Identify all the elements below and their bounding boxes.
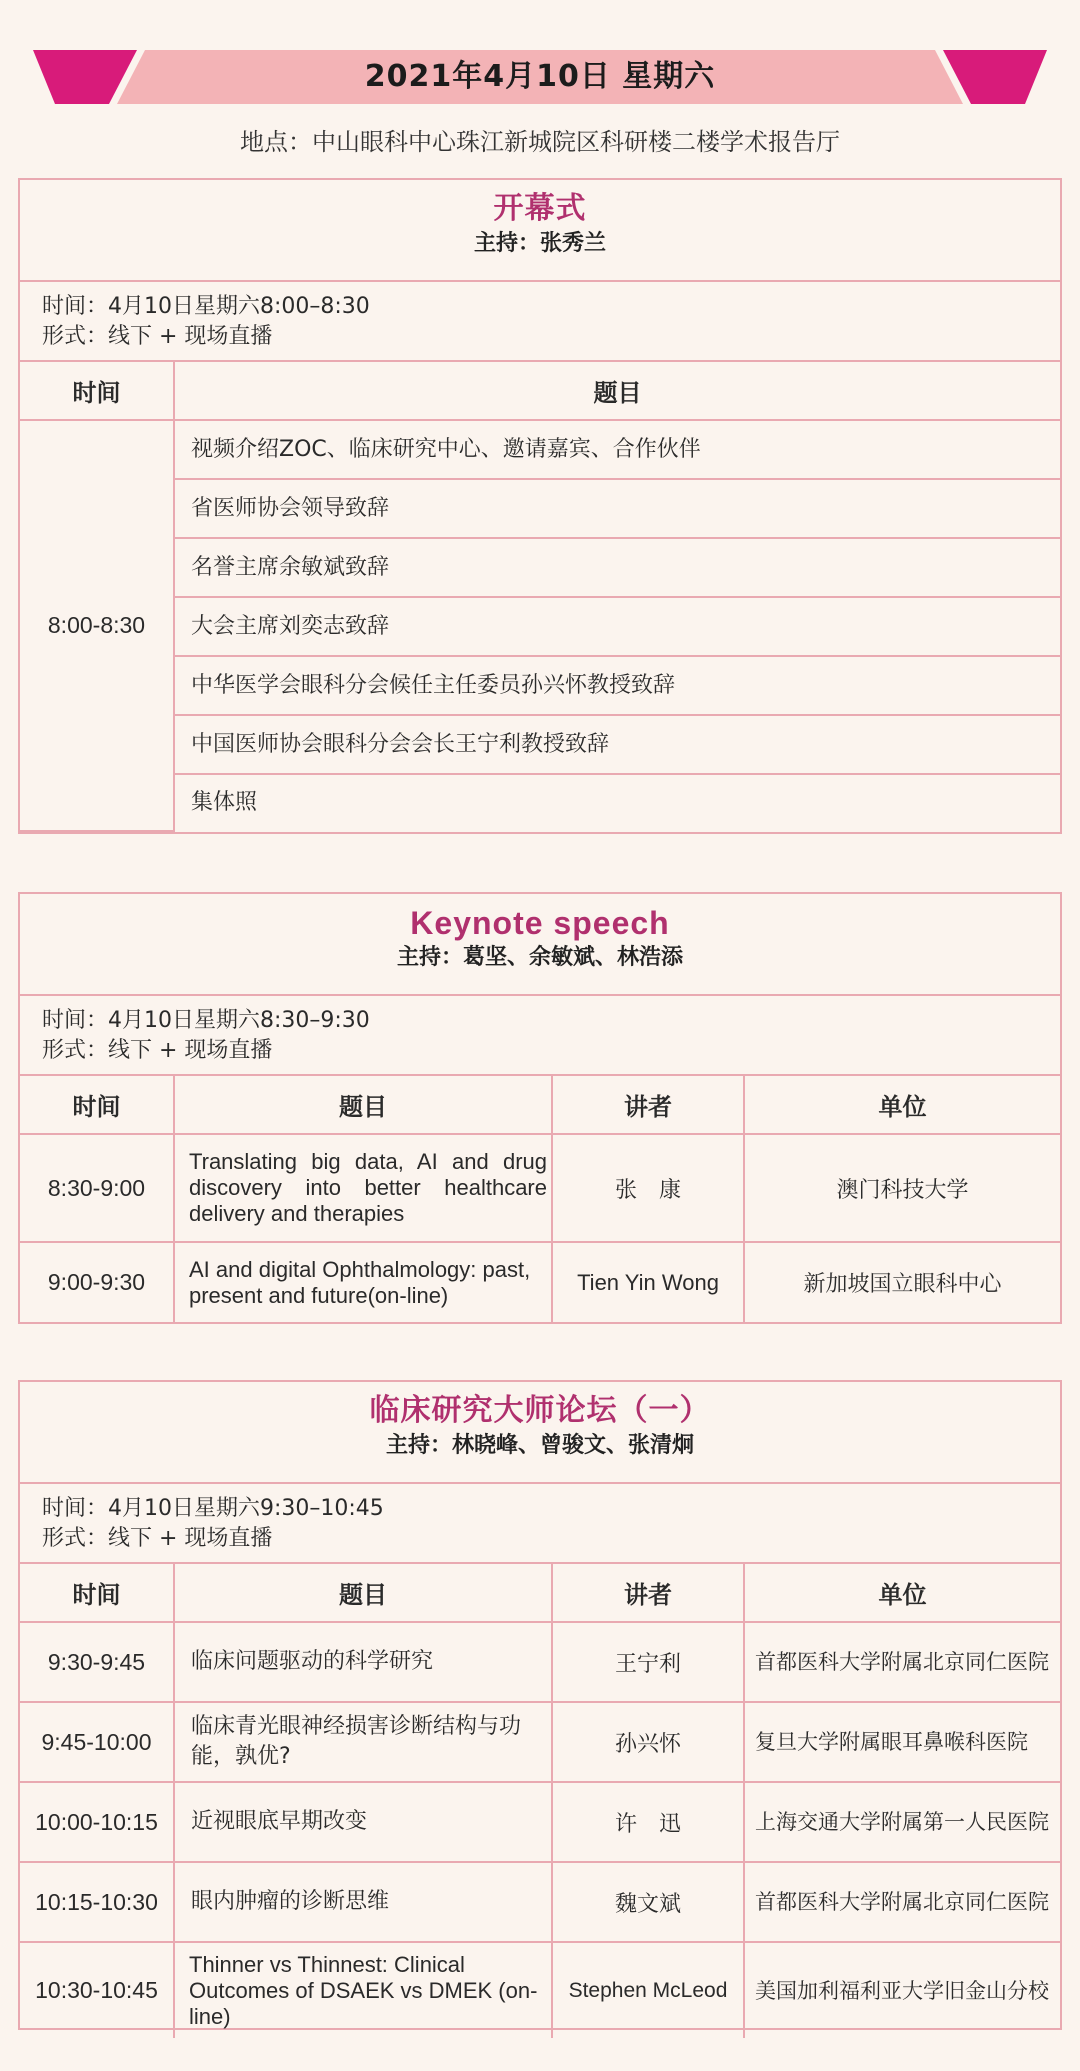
date-banner	[33, 50, 1047, 108]
keynote-info	[20, 996, 1060, 1076]
table-header-row	[20, 1564, 1060, 1622]
row-time: 9:45-10:00	[20, 1702, 174, 1782]
keynote-host: 主持：葛坚、余敏斌、林浩添	[396, 945, 683, 970]
keynote-table	[20, 1076, 1060, 1322]
table-header-row	[20, 1076, 1060, 1134]
table-row	[20, 774, 1060, 831]
date-title: 2021年4月10日 星期六	[364, 59, 716, 94]
row-time: 9:00-9:30	[20, 1242, 174, 1322]
row-topic: AI and digital Ophthalmology: past, present and future(on-line)	[174, 1242, 552, 1322]
table-row	[20, 715, 1060, 774]
table-row	[20, 1622, 1060, 1702]
forum-header	[20, 1382, 1060, 1484]
row-time: 10:15-10:30	[20, 1862, 174, 1942]
keynote-time-line: 时间：4月10日星期六8:30–9:30	[42, 1008, 370, 1033]
forum-info	[20, 1484, 1060, 1564]
row-topic: 临床青光眼神经损害诊断结构与功能，孰优?	[174, 1702, 552, 1782]
col-header-speaker: 讲者	[552, 1564, 744, 1622]
row-topic: Translating big data, AI and drug discovery into better healthcare delivery and therapies	[174, 1134, 552, 1242]
venue-location: 地点：中山眼科中心珠江新城院区科研楼二楼学术报告厅	[240, 128, 840, 156]
opening-title: 开幕式	[493, 191, 587, 226]
table-header-row	[20, 362, 1060, 420]
table-row	[20, 1242, 1060, 1322]
opening-item: 大会主席刘奕志致辞	[174, 597, 1060, 656]
opening-section	[18, 178, 1062, 834]
opening-item: 中国医师协会眼科分会会长王宁利教授致辞	[174, 715, 1060, 774]
table-row	[20, 1782, 1060, 1862]
col-header-topic: 题目	[174, 1076, 552, 1134]
opening-item: 名誉主席余敏斌致辞	[174, 538, 1060, 597]
row-time: 9:30-9:45	[20, 1622, 174, 1702]
row-time: 10:00-10:15	[20, 1782, 174, 1862]
keynote-section	[18, 892, 1062, 1324]
keynote-header	[20, 894, 1060, 996]
opening-item: 省医师协会领导致辞	[174, 479, 1060, 538]
row-time: 10:30-10:45	[20, 1942, 174, 2038]
row-speaker: Stephen McLeod	[552, 1942, 744, 2038]
opening-item: 视频介绍ZOC、临床研究中心、邀请嘉宾、合作伙伴	[174, 420, 1060, 479]
table-row	[20, 1862, 1060, 1942]
row-unit: 美国加利福利亚大学旧金山分校	[744, 1942, 1060, 2038]
forum-host: 主持：林晓峰、曾骏文、张清炯	[385, 1433, 694, 1458]
row-time: 8:30-9:00	[20, 1134, 174, 1242]
table-row	[20, 656, 1060, 715]
keynote-format-line: 形式：线下 + 现场直播	[42, 1038, 273, 1063]
row-topic: Thinner vs Thinnest: Clinical Outcomes of DSAEK vs DMEK (on-line)	[174, 1942, 552, 2038]
table-row	[20, 538, 1060, 597]
forum-table	[20, 1564, 1060, 2038]
col-header-unit: 单位	[744, 1564, 1060, 1622]
col-header-time: 时间	[20, 362, 174, 420]
row-speaker: 张 康	[552, 1134, 744, 1242]
forum-format-line: 形式：线下 + 现场直播	[42, 1526, 273, 1551]
row-unit: 首都医科大学附属北京同仁医院	[744, 1622, 1060, 1702]
table-row	[20, 1134, 1060, 1242]
opening-time-cell: 8:00-8:30	[20, 420, 174, 831]
table-row	[20, 597, 1060, 656]
row-topic: 近视眼底早期改变	[174, 1782, 552, 1862]
forum-time-line: 时间：4月10日星期六9:30–10:45	[42, 1496, 384, 1521]
opening-format-line: 形式：线下 + 现场直播	[42, 324, 273, 349]
row-unit: 上海交通大学附属第一人民医院	[744, 1782, 1060, 1862]
col-header-time: 时间	[20, 1076, 174, 1134]
opening-host: 主持：张秀兰	[473, 231, 606, 256]
row-unit: 复旦大学附属眼耳鼻喉科医院	[744, 1702, 1060, 1782]
forum-title: 临床研究大师论坛（一）	[369, 1393, 711, 1428]
row-topic: 临床问题驱动的科学研究	[174, 1622, 552, 1702]
keynote-title: Keynote speech	[410, 905, 670, 941]
col-header-time: 时间	[20, 1564, 174, 1622]
col-header-speaker: 讲者	[552, 1076, 744, 1134]
row-topic: 眼内肿瘤的诊断思维	[174, 1862, 552, 1942]
row-unit: 澳门科技大学	[744, 1134, 1060, 1242]
row-unit: 新加坡国立眼科中心	[744, 1242, 1060, 1322]
forum-section	[18, 1380, 1062, 2030]
row-speaker: 孙兴怀	[552, 1702, 744, 1782]
opening-header	[20, 180, 1060, 282]
table-row	[20, 479, 1060, 538]
table-row	[20, 420, 1060, 479]
row-unit: 首都医科大学附属北京同仁医院	[744, 1862, 1060, 1942]
table-row	[20, 1702, 1060, 1782]
opening-item: 中华医学会眼科分会候任主任委员孙兴怀教授致辞	[174, 656, 1060, 715]
opening-time-line: 时间：4月10日星期六8:00–8:30	[42, 294, 370, 319]
col-header-topic: 题目	[174, 1564, 552, 1622]
opening-item: 集体照	[174, 774, 1060, 831]
opening-info	[20, 282, 1060, 362]
row-speaker: 魏文斌	[552, 1862, 744, 1942]
row-speaker: 王宁利	[552, 1622, 744, 1702]
opening-table	[20, 362, 1060, 832]
table-row	[20, 1942, 1060, 2038]
row-speaker: Tien Yin Wong	[552, 1242, 744, 1322]
col-header-unit: 单位	[744, 1076, 1060, 1134]
row-speaker: 许 迅	[552, 1782, 744, 1862]
col-header-topic: 题目	[174, 362, 1060, 420]
